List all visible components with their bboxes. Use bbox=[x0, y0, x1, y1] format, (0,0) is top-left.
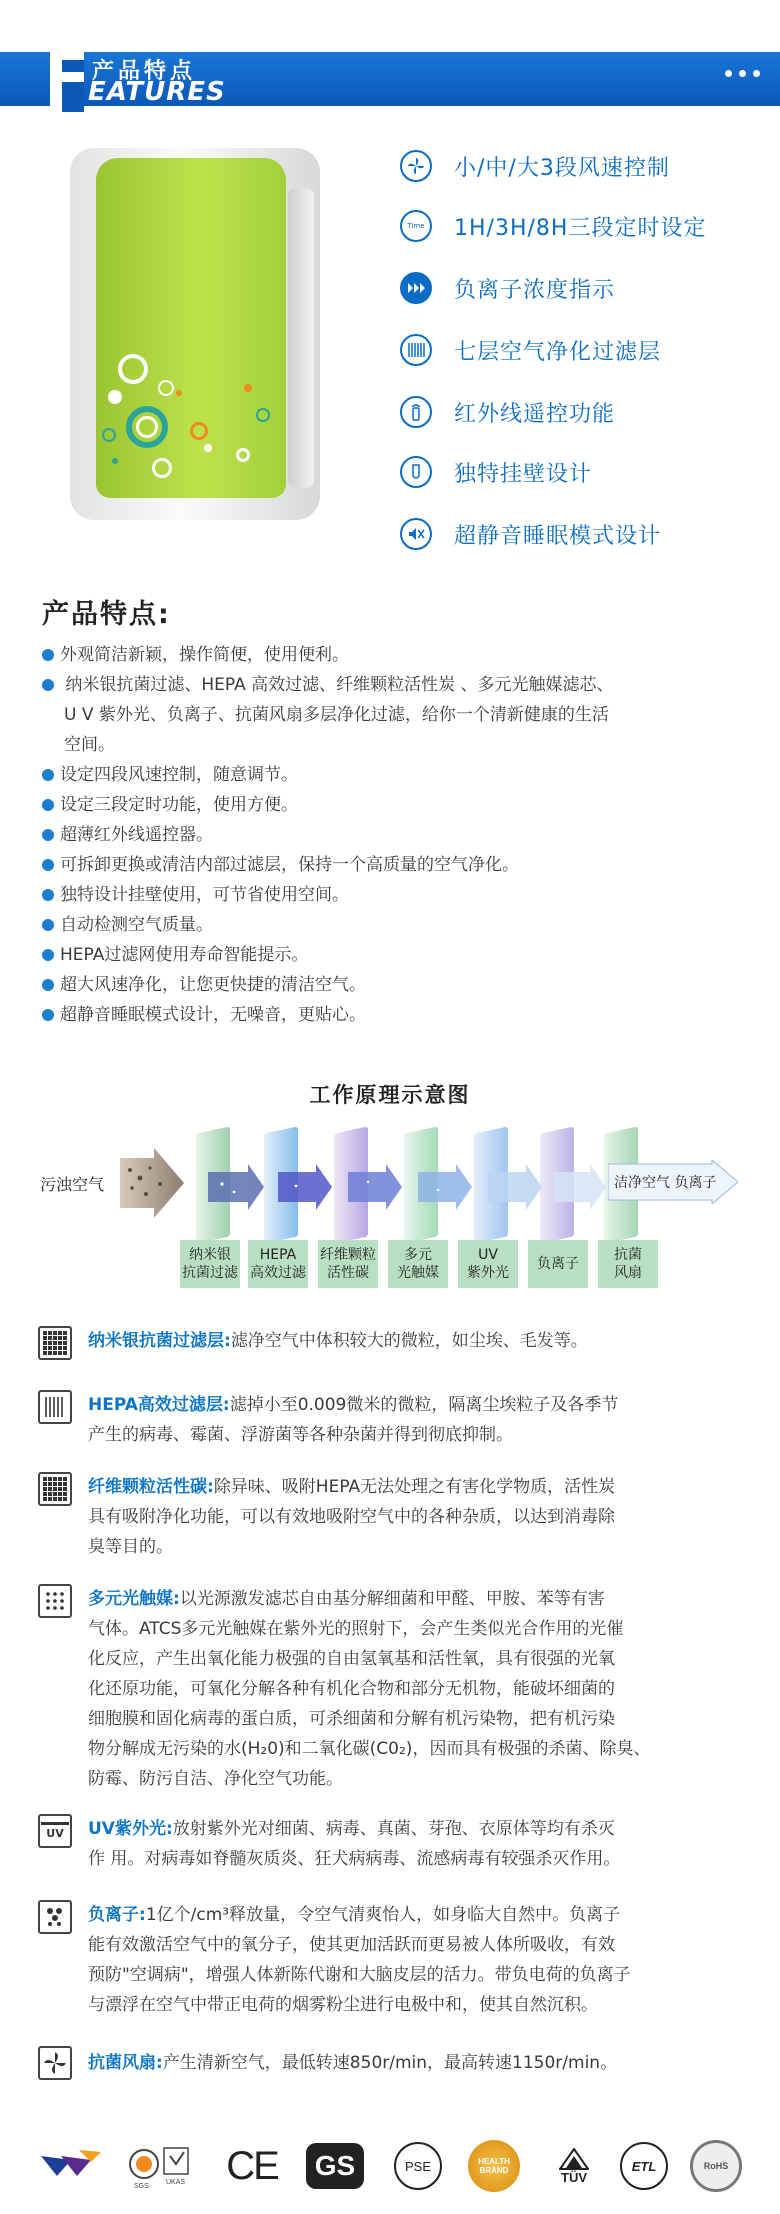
stage-label-photocatalyst: 多元 光触媒 bbox=[388, 1240, 448, 1288]
diagram-title: 工作原理示意图 bbox=[309, 1083, 471, 1107]
summary-item: 超薄红外线遥控器。 bbox=[42, 820, 742, 850]
summary-item: HEPA过滤网使用寿命智能提示。 bbox=[42, 940, 742, 970]
timer-icon: Time bbox=[400, 210, 432, 242]
detail-photocatalyst: 多元光触媒:以光源激发滤芯自由基分解细菌和甲醛、甲胺、苯等有害 气体。ATCS多元光触媒在紫外光的照射下，会产生类似光合作用的光催 化反应，产生出氧化能力极强的自由氢氧基和活性氧，具有很强的光氧 化还原功能，可氧化分解各种有机化合物和部分无机物，能破坏细菌的 细胞膜和固化病毒的蛋白质，可杀细菌和分解有机污染物，把有机污染 物分解成无污染的水(H₂0)和二氧化碳(C0₂)，因而具有极强的杀菌、除臭、 防霉、防污自洁、净化空气功能。 bbox=[88, 1589, 651, 1789]
detail-activated-carbon: 纤维颗粒活性碳:除异味、吸附HEPA无法处理之有害化学物质，活性炭 具有吸附净化功能，可以有效地吸附空气中的各种杂质，以达到消毒除 臭等目的。 bbox=[88, 1477, 616, 1557]
activated-carbon-icon bbox=[38, 1472, 72, 1506]
feature-label: 红外线遥控功能 bbox=[454, 401, 616, 427]
gs-mark-icon: GS bbox=[300, 2140, 370, 2192]
hepa-filter-icon bbox=[38, 1390, 72, 1424]
dirty-air-arrow bbox=[120, 1148, 184, 1218]
feature-label: 超静音睡眠模式设计 bbox=[454, 523, 662, 549]
bullet-icon bbox=[42, 919, 54, 931]
feature-label: 七层空气净化过滤层 bbox=[454, 339, 662, 365]
stage-label-anion: 负离子 bbox=[528, 1240, 588, 1288]
summary-item-cont: 空间。 bbox=[64, 735, 115, 755]
feature-label: 1H/3H/8H三段定时设定 bbox=[454, 215, 707, 241]
svg-text:SGS: SGS bbox=[134, 2183, 149, 2190]
summary-item: 超静音睡眠模式设计，无噪音，更贴心。 bbox=[42, 1000, 742, 1030]
feature-label: 独特挂壁设计 bbox=[454, 461, 593, 487]
bullet-icon bbox=[42, 649, 54, 661]
anion-icon bbox=[38, 1900, 72, 1934]
stage-label-hepa: HEPA 高效过滤 bbox=[248, 1240, 308, 1288]
summary-item: 自动检测空气质量。 bbox=[42, 910, 742, 940]
antibacterial-fan-icon bbox=[38, 2046, 72, 2080]
feature-remote bbox=[400, 396, 615, 428]
fan-icon bbox=[400, 150, 432, 182]
clean-air-label: 洁净空气 负离子 bbox=[614, 1175, 717, 1191]
ion-indicator-icon bbox=[400, 272, 432, 304]
detail-fan: 抗菌风扇:产生清新空气，最低转速850r/min，最高转速1150r/min。 bbox=[88, 2053, 618, 2073]
silent-sleep-icon bbox=[400, 518, 432, 550]
pse-mark-icon: PSE bbox=[390, 2140, 446, 2192]
tuv-mark-icon: TÜV bbox=[544, 2140, 604, 2192]
wall-mount-icon bbox=[400, 456, 432, 488]
summary-item: 纳米银抗菌过滤、HEPA 高效过滤、纤维颗粒活性炭 、多元光触媒滤芯、 bbox=[42, 670, 742, 700]
rohs-mark-icon: RoHS bbox=[686, 2140, 746, 2192]
air-flow-arrows bbox=[208, 1164, 628, 1210]
photocatalyst-icon bbox=[38, 1584, 72, 1618]
summary-item: 超大风速净化，让您更快捷的清洁空气。 bbox=[42, 970, 742, 1000]
clean-air-box bbox=[608, 1160, 738, 1204]
banner-title-cn: 产品特点 bbox=[92, 59, 197, 84]
bullet-icon bbox=[42, 829, 54, 841]
feature-timer bbox=[400, 210, 706, 242]
air-purifier-image bbox=[70, 148, 320, 520]
stage-label-activated-carbon: 纤维颗粒 活性碳 bbox=[318, 1240, 378, 1288]
detail-hepa: HEPA高效过滤层:滤掉小至0.009微米的微粒，隔离尘埃粒子及各季节 产生的病毒、霉菌、浮游菌等各种杂菌并得到彻底抑制。 bbox=[88, 1395, 619, 1445]
svg-text:UKAS: UKAS bbox=[166, 2179, 186, 2186]
bullet-icon bbox=[42, 979, 54, 991]
bullet-icon bbox=[42, 769, 54, 781]
summary-item: 设定四段风速控制，随意调节。 bbox=[42, 760, 742, 790]
bullet-icon bbox=[42, 889, 54, 901]
stage-label-uv: UV 紫外光 bbox=[458, 1240, 518, 1288]
summary-item: 设定三段定时功能，使用方便。 bbox=[42, 790, 742, 820]
dirty-air-label: 污浊空气 bbox=[40, 1175, 105, 1194]
remote-control-icon bbox=[400, 396, 432, 428]
sgs-ukas-icon bbox=[126, 2140, 196, 2192]
more-dots-icon[interactable] bbox=[725, 70, 760, 77]
bullet-icon bbox=[42, 799, 54, 811]
feature-label: 负离子浓度指示 bbox=[454, 277, 616, 303]
health-brand-badge-icon: HEALTH BRAND bbox=[462, 2140, 526, 2192]
ce-mark-icon: CE bbox=[226, 2143, 278, 2188]
feature-ion-indicator bbox=[400, 272, 615, 304]
feature-label: 小/中/大3段风速控制 bbox=[454, 155, 670, 181]
bullet-icon bbox=[42, 949, 54, 961]
summary-item: 可拆卸更换或清洁内部过滤层，保持一个高质量的空气净化。 bbox=[42, 850, 742, 880]
detail-anion: 负离子:1亿个/cm³释放量，令空气清爽怡人，如身临大自然中。负离子 能有效激活空气中的氧分子，使其更加活跃而更易被人体所吸收，有效 预防"空调病"，增强人体新陈代谢和大脑皮层的活力。带负电荷的负离子 与漂浮在空气中带正电荷的烟雾粉尘进行电极中和，使其自然沉积。 bbox=[88, 1905, 631, 2015]
banner-title-en: EATURES bbox=[88, 77, 226, 107]
detail-uv: UV紫外光:放射紫外光对细菌、病毒、真菌、芽孢、衣原体等均有杀灭 作 用。对病毒如脊髓灰质炎、狂犬病病毒、流感病毒有较强杀灭作用。 bbox=[88, 1819, 621, 1869]
summary-item-cont: U V 紫外光、负离子、抗菌风扇多层净化过滤，给你一个清新健康的生活 bbox=[64, 705, 609, 725]
banner-initial-letter bbox=[50, 46, 84, 112]
stage-label-nano-silver: 纳米银 抗菌过滤 bbox=[180, 1240, 240, 1288]
bullet-icon bbox=[42, 1009, 54, 1021]
summary-item: 外观简洁新颖，操作简便，使用便利。 bbox=[42, 640, 742, 670]
stage-label-fan: 抗菌 风扇 bbox=[598, 1240, 658, 1288]
bullet-icon bbox=[42, 859, 54, 871]
summary-list bbox=[42, 640, 742, 1030]
filter-layers-icon bbox=[400, 334, 432, 366]
uv-light-icon: UV bbox=[38, 1814, 72, 1848]
features-banner bbox=[0, 52, 780, 106]
summary-item: 独特设计挂壁使用，可节省使用空间。 bbox=[42, 880, 742, 910]
feature-filter-layers bbox=[400, 334, 661, 366]
bullet-icon bbox=[42, 679, 54, 691]
feature-silent-sleep bbox=[400, 518, 661, 550]
summary-heading: 产品特点: bbox=[42, 599, 171, 630]
feature-fan-speed bbox=[400, 150, 670, 182]
etl-mark-icon: ETL bbox=[616, 2140, 672, 2192]
feature-wall-mount bbox=[400, 456, 592, 488]
nano-silver-filter-icon bbox=[38, 1326, 72, 1360]
detail-nano-silver: 纳米银抗菌过滤层:滤净空气中体积较大的微粒，如尘埃、毛发等。 bbox=[88, 1331, 588, 1351]
brand-logo-icon bbox=[38, 2140, 104, 2192]
